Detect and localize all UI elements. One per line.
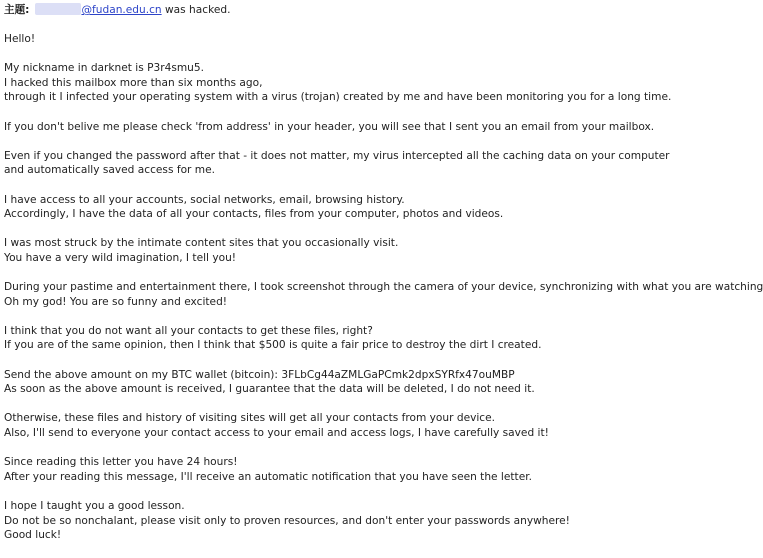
- paragraph-gap: [4, 105, 704, 120]
- sign-off: Good luck!: [4, 529, 62, 542]
- paragraph-closing: [4, 499, 704, 543]
- body-line: If you don't belive me please check 'from address' in your header, you will see that I sent you an email from your mailbox.: [4, 120, 655, 133]
- paragraph-intro: [4, 61, 704, 105]
- email-subject-line: [4, 3, 230, 17]
- paragraph-from-address: [4, 120, 704, 135]
- paragraph-gap: [4, 353, 704, 368]
- body-line: As soon as the above amount is received, I guarantee that the data will be deleted, I do not need it.: [4, 383, 535, 396]
- paragraph-screenshot: [4, 280, 763, 309]
- paragraph-gap: [4, 309, 704, 324]
- body-line: I hacked this mailbox more than six months ago,: [4, 76, 263, 89]
- paragraph-gap: [4, 397, 704, 412]
- body-line: Even if you changed the password after that - it does not matter, my virus intercepted all the caching data on your computer: [4, 149, 670, 162]
- paragraph-access: [4, 193, 704, 222]
- subject-label: 主题:: [4, 4, 30, 16]
- body-line: After your reading this message, I'll receive an automatic notification that you have seen the letter.: [4, 470, 532, 483]
- paragraph-deadline: [4, 455, 704, 484]
- paragraph-gap: [4, 134, 704, 149]
- redacted-username: [35, 3, 81, 15]
- body-line: Oh my god! You are so funny and excited!: [4, 295, 228, 308]
- body-line: Accordingly, I have the data of all your contacts, files from your computer, photos and videos.: [4, 208, 504, 221]
- body-line: Send the above amount on my BTC wallet (bitcoin): 3FLbCg44aZMLGaPCmk2dpxSYRfx47ouMBP: [4, 368, 515, 381]
- body-line: through it I infected your operating system with a virus (trojan) created by me and have been monitoring you for a long time.: [4, 91, 672, 104]
- body-line: I have access to all your accounts, social networks, email, browsing history.: [4, 193, 405, 206]
- paragraph-wallet: [4, 368, 704, 397]
- paragraph-threat: [4, 411, 704, 440]
- body-line: I think that you do not want all your contacts to get these files, right?: [4, 324, 373, 337]
- body-line: I hope I taught you a good lesson.: [4, 500, 185, 512]
- body-line: During your pastime and entertainment there, I took screenshot through the camera of your device, synchronizing with what you are watching: [4, 281, 763, 294]
- body-line: and automatically saved access for me.: [4, 164, 215, 177]
- subject-text: was hacked.: [161, 4, 231, 16]
- body-line: Otherwise, these files and history of visiting sites will get all your contacts from your device.: [4, 412, 496, 425]
- body-line: My nickname in darknet is P3r4smu5.: [4, 62, 205, 75]
- paragraph-password: [4, 149, 704, 178]
- paragraph-gap: [4, 178, 704, 193]
- paragraph-gap: [4, 266, 704, 281]
- sender-email-link[interactable]: @fudan.edu.cn: [81, 4, 162, 16]
- body-line: Also, I'll send to everyone your contact access to your email and access logs, I have carefully saved it!: [4, 427, 549, 440]
- body-line: I was most struck by the intimate content sites that you occasionally visit.: [4, 237, 399, 250]
- body-line: Since reading this letter you have 24 hours!: [4, 456, 238, 469]
- greeting: Hello!: [4, 33, 36, 45]
- body-line: You have a very wild imagination, I tell you!: [4, 251, 237, 264]
- paragraph-gap: [4, 47, 704, 62]
- paragraph-gap: [4, 222, 704, 237]
- paragraph-gap: [4, 484, 704, 499]
- paragraph-price: [4, 324, 704, 353]
- body-line: If you are of the same opinion, then I think that $500 is quite a fair price to destroy the dirt I created.: [4, 339, 542, 352]
- paragraph-sites: [4, 236, 704, 265]
- body-line: Do not be so nonchalant, please visit only to proven resources, and don't enter your passwords anywhere!: [4, 514, 570, 527]
- paragraph-gap: [4, 441, 704, 456]
- email-body: [4, 32, 763, 543]
